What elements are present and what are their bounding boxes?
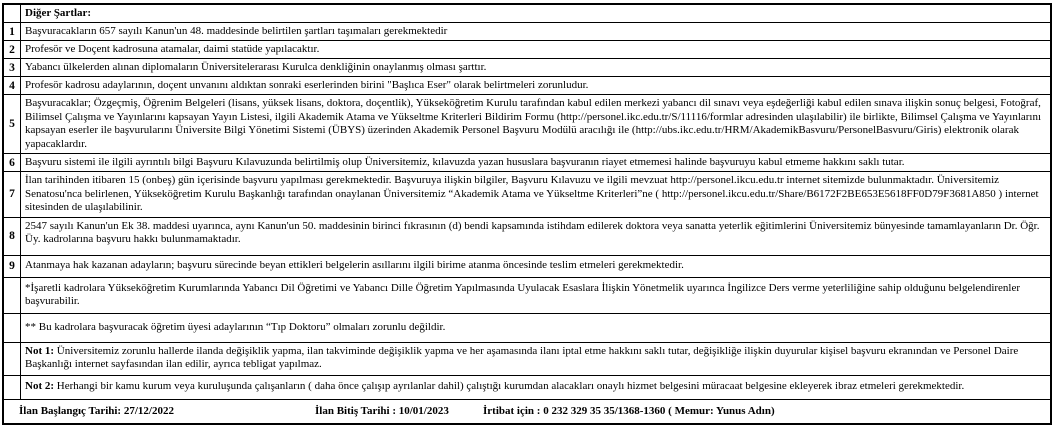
note-label: Not 2: (25, 380, 55, 393)
empty-number-cell (4, 314, 21, 342)
condition-text: Başvuracakların 657 sayılı Kanun'un 48. maddesinde belirtilen şartları taşımaları gerekmektedir (25, 24, 448, 37)
note-body: Herhangi bir kamu kurum veya kuruluşunda çalışanların ( daha önce çalışıp ayrılanlar dahil) çalıştığı kurumdan alacakları onaylı hizmet belgesini müracaat belgesine ekleyerek ibraz etmeleri gerekmektedir. (56, 380, 965, 393)
footnote-text: *İşaretli kadrolara Yükseköğretim Kurumlarında Yabancı Dil Öğretimi ve Yabancı Dille Öğretim Yapılmasında Uyulacak Esaslara İlişkin Yönetmelik uyarınca İngilizce Ders verme yeterliliğine sahip olduğunu belgelendirenler başvurabilir. (25, 281, 1021, 307)
header-number-cell (4, 5, 21, 22)
condition-text: Profesör ve Doçent kadrosuna atamalar, daimi statüde yapılacaktır. (25, 42, 320, 55)
contact-info: İrtibat için : 0 232 329 35 35/1368-1360 ( Memur: Yunus Adın) (483, 405, 775, 417)
condition-row-6 (4, 154, 1050, 172)
row-number: 7 (4, 172, 21, 217)
condition-text: Yabancı ülkelerden alınan diplomaların Üniversitelerarası Kurulca denkliğinin onaylanmış olması şarttır. (25, 60, 487, 73)
condition-row-3 (4, 59, 1050, 77)
row-number: 8 (4, 218, 21, 255)
row-number: 3 (4, 59, 21, 76)
row-number: 6 (4, 154, 21, 171)
footer-row (4, 399, 1050, 423)
condition-row-4 (4, 77, 1050, 95)
note-row-2 (4, 376, 1050, 400)
condition-text: Atanmaya hak kazanan adayların; başvuru sürecinde beyan ettikleri belgelerin asıllarını ilgili birime atanma öncesinde teslim etmeleri gerekmektedir. (25, 259, 684, 272)
condition-text: Başvuru sistemi ile ilgili ayrıntılı bilgi Başvuru Kılavuzunda belirtilmiş olup Üniversitemiz, kılavuzda yazan hususlara başvuranın riayet etmemesi halinde başvuruyu kabul etmeme hakkını saklı tutar. (25, 155, 905, 168)
empty-number-cell (4, 278, 21, 313)
condition-row-2 (4, 41, 1050, 59)
row-number: 4 (4, 77, 21, 94)
table-title: Diğer Şartlar: (25, 6, 92, 19)
footnote-row-double-star (4, 314, 1050, 343)
condition-row-7 (4, 172, 1050, 218)
empty-number-cell (4, 376, 21, 399)
announcement-end-date: İlan Bitiş Tarihi : 10/01/2023 (315, 405, 449, 417)
condition-row-1 (4, 23, 1050, 41)
row-number: 2 (4, 41, 21, 58)
conditions-table (2, 3, 1052, 425)
note-row-1 (4, 343, 1050, 376)
condition-row-5 (4, 95, 1050, 154)
table-header-row (4, 5, 1050, 23)
note-body: Üniversitemiz zorunlu hallerde ilanda değişiklik yapma, ilan takviminde değişiklik yapma ve her aşamasında ilanı iptal etme hakkını saklı tutar, değişikliğe ilişkin duyurular kişisel başvuru ekranından ve Personel Daire Başkanlığı internet sayfasından ilan edilir, ayrıca tebligat yapılmaz. (25, 344, 1019, 370)
condition-text: Başvuracaklar; Özgeçmiş, Öğrenim Belgeleri (lisans, yüksek lisans, doktora, doçentlik), Yükseköğretim Kurulu tarafından kabul edilen merkezi yabancı dil sınavı veya eşdeğerliği kabul edilen sınava ilişkin sonuç belgesi, Fotoğraf, Bilimsel Çalışma ve Yayınlarını kapsayan Yayın Listesi, ilgili Akademik Atama ve Yükseltme Kriterleri Bildirim Formu (http://personel.ikc.edu.tr/S/11116/formlar adresinden ulaşılabilir) ile birlikte, Bilimsel Çalışma ve Yayınlarını kapsayan eserler ile başvurularını Üniversite Bilgi Yönetimi Sistemi (ÜBYS) üzerinden Akademik Personel Başvuru Modülü aracılığı ile (http://ubs.ikc.edu.tr/HRM/AkademikBasvuru/PersonelBasvuru/Giris) elektronik olarak yapacaklardır. (25, 97, 1042, 150)
condition-row-8 (4, 218, 1050, 256)
row-number: 5 (4, 95, 21, 153)
condition-text: 2547 sayılı Kanun'un Ek 38. maddesi uyarınca, aynı Kanun'un 50. maddesinin birinci fıkrasının (d) bendi kapsamında istihdam edilerek doktora veya sanatta yeterlik eğitimlerini Üniversitemiz bünyesinde tamamlayanların Dr. Öğr. Üy. kadrolarına başvuru hakkı bulunmamaktadır. (25, 219, 1040, 245)
condition-text: İlan tarihinden itibaren 15 (onbeş) gün içerisinde başvuru yapılması gerekmektedir. Başvuruya ilişkin bilgiler, Başvuru Kılavuzu ve ilgili mevzuat http://personel.ikcu.edu.tr internet sitemizde bulunmaktadır. Üniversitemiz Senatosu'nca belirlenen, Yükseköğretim Kurulu Başkanlığı tarafından onaylanan Üniversitemiz “Akademik Atama ve Yükseltme Kriterleri”ne ( http://personel.ikcu.edu.tr/Share/B6172F2BE653E5618FF0D79F3681A850 ) internet sitesinden de ulaşılabilinir. (25, 174, 1039, 213)
row-number: 1 (4, 23, 21, 40)
condition-row-9 (4, 256, 1050, 278)
row-number: 9 (4, 256, 21, 277)
condition-text: Profesör kadrosu adaylarının, doçent unvanını aldıktan sonraki eserlerinden birini "Başlıca Eser" olarak belirtmeleri zorunludur. (25, 78, 589, 91)
footnote-text: ** Bu kadrolara başvuracak öğretim üyesi adaylarının “Tıp Doktoru” olmaları zorunlu değildir. (25, 320, 446, 333)
note-text (21, 376, 1050, 399)
note-text (21, 343, 1050, 375)
empty-number-cell (4, 343, 21, 375)
note-label: Not 1: (25, 344, 55, 357)
announcement-start-date: İlan Başlangıç Tarihi: 27/12/2022 (19, 405, 174, 417)
footnote-row-single-star (4, 278, 1050, 314)
footer-cell (4, 400, 1050, 423)
